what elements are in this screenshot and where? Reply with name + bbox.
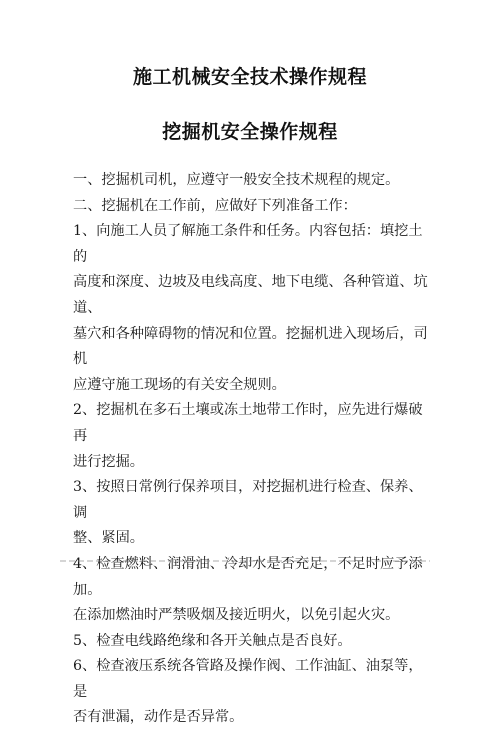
body-line: 1、向施工人员了解施工条件和任务。内容包括：填挖土的 [73,223,423,265]
document-body [73,168,433,731]
body-line: 应遵守施工现场的有关安全规则。 [73,376,286,393]
body-line: 高度和深度、边坡及电线高度、地下电缆、各种管道、坑道、 [73,274,428,316]
body-line: 6、检查液压系统各管路及操作阀、工作油缸、油泵等，是 [73,658,423,700]
body-line: 4、检查燃料、润滑油、冷却水是否充足，不足时应予添加。 [73,555,423,598]
page-bottom-edge [60,557,430,565]
body-line: 一、挖掘机司机，应遵守一般安全技术规程的规定。 [73,172,400,188]
body-line: 二、挖掘机在工作前，应做好下列准备工作： [73,197,357,214]
body-line: 整、紧固。 [73,530,144,547]
body-line: 5、检查电线路绝缘和各开关触点是否良好。 [73,632,352,649]
document-subtitle: 挖掘机安全操作规程 [162,121,338,143]
body-line: 进行挖掘。 [73,453,144,470]
body-line: 在添加燃油时严禁吸烟及接近明火，以免引起火灾。 [73,607,400,624]
body-line: 墓穴和各种障碍物的情况和位置。挖掘机进入现场后，司机 [73,325,428,368]
body-line: 否有泄漏，动作是否异常。 [73,709,244,726]
body-line: 2、挖掘机在多石土壤或冻土地带工作时，应先进行爆破再 [73,402,423,444]
body-line: 3、按照日常例行保养项目，对挖掘机进行检查、保养、调 [73,479,423,521]
document-title: 施工机械安全技术操作规程 [132,66,367,88]
